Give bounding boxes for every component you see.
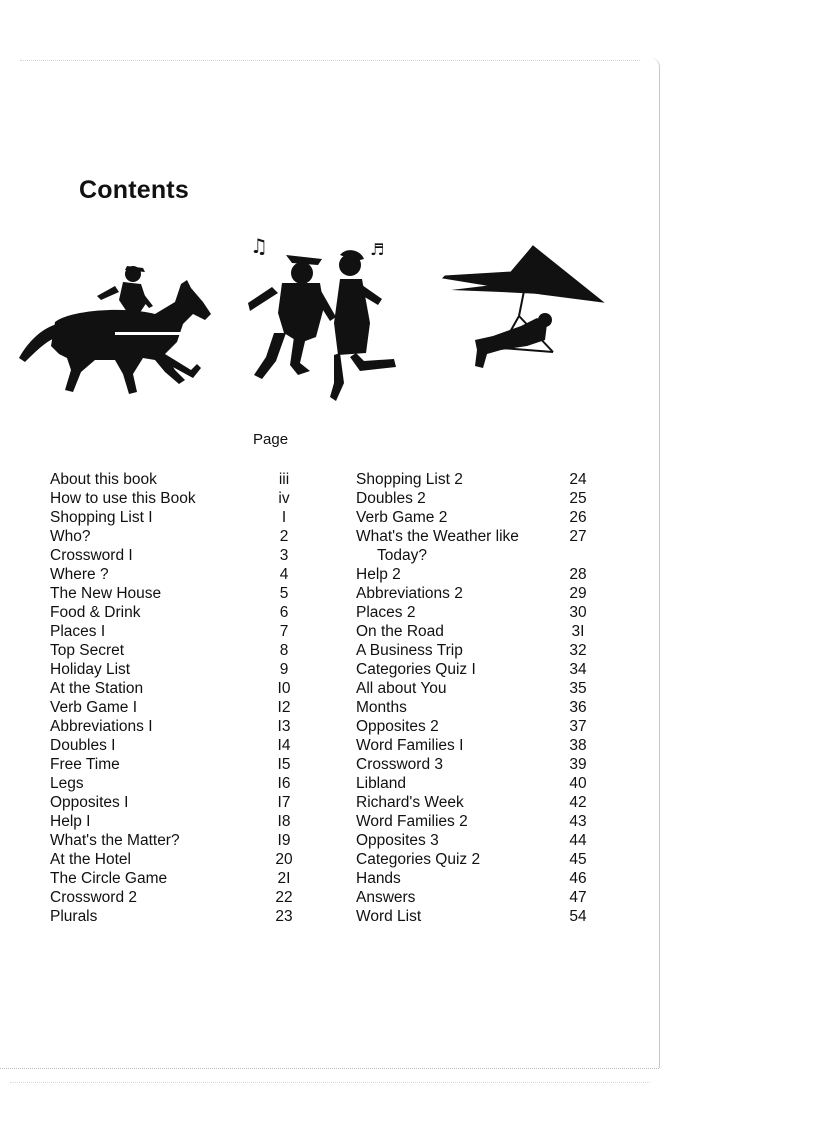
toc-row[interactable] — [356, 565, 587, 584]
toc-entry-title: At the Station — [50, 680, 144, 697]
toc-entry-title: Abbreviations 2 — [356, 585, 463, 602]
toc-row[interactable] — [50, 489, 290, 508]
toc-row[interactable] — [356, 698, 587, 717]
toc-entry-page: 26 — [569, 509, 587, 526]
toc-row[interactable] — [356, 489, 587, 508]
toc-row[interactable] — [356, 527, 587, 565]
toc-entry-page: 42 — [569, 794, 587, 811]
toc-row[interactable] — [50, 755, 291, 774]
toc-row[interactable] — [356, 774, 587, 793]
toc-entry-title: How to use this Book — [50, 490, 196, 507]
toc-entry-page: 24 — [569, 471, 587, 488]
toc-entry-title: Doubles I — [50, 737, 116, 754]
toc-entry-page: I7 — [277, 794, 291, 811]
toc-entry-title: Months — [356, 699, 407, 716]
toc-entry-page: 9 — [279, 661, 289, 678]
toc-row[interactable] — [50, 470, 290, 489]
toc-entry-title: Abbreviations I — [50, 718, 153, 735]
toc-row[interactable] — [50, 831, 291, 850]
toc-entry-title: Free Time — [50, 756, 120, 773]
toc-row[interactable] — [356, 869, 587, 888]
toc-entry-title: All about You — [356, 680, 447, 697]
toc-entry-page: 38 — [569, 737, 587, 754]
toc-row[interactable] — [356, 717, 587, 736]
toc-entry-title: Who? — [50, 528, 91, 545]
toc-entry-title: Food & Drink — [50, 604, 141, 621]
toc-entry-title: Plurals — [50, 908, 98, 925]
toc-entry-page: I4 — [277, 737, 291, 754]
toc-entry-title: Opposites 3 — [356, 832, 439, 849]
toc-row[interactable] — [356, 907, 587, 926]
toc-row[interactable] — [50, 565, 289, 584]
toc-row[interactable] — [356, 622, 585, 641]
toc-entry-title: Holiday List — [50, 661, 131, 678]
toc-entry-page: 45 — [569, 851, 587, 868]
toc-entry-page: 44 — [569, 832, 587, 849]
toc-entry-page: I9 — [277, 832, 291, 849]
toc-entry-page: 30 — [569, 604, 587, 621]
toc-entry-title: Help 2 — [356, 566, 401, 583]
toc-entry-page: I5 — [277, 756, 291, 773]
toc-entry-title: The New House — [50, 585, 162, 602]
toc-entry-title: Word List — [356, 908, 422, 925]
toc-entry-title: What's the Matter? — [50, 832, 180, 849]
toc-row[interactable] — [50, 717, 291, 736]
toc-entry-page: 43 — [569, 813, 587, 830]
toc-right-column — [356, 470, 587, 926]
toc-entry-page: 35 — [569, 680, 587, 697]
toc-row[interactable] — [356, 812, 587, 831]
toc-entry-title: Verb Game 2 — [356, 509, 448, 526]
toc-row[interactable] — [50, 622, 289, 641]
toc-row[interactable] — [50, 508, 287, 527]
page-column-header: Page — [253, 431, 289, 448]
toc-entry-page: 37 — [569, 718, 587, 735]
toc-row[interactable] — [356, 793, 587, 812]
toc-row[interactable] — [50, 774, 291, 793]
toc-row[interactable] — [356, 831, 587, 850]
toc-entry-title: Opposites I — [50, 794, 129, 811]
hang-glider-illustration — [441, 244, 606, 379]
toc-entry-title: Libland — [356, 775, 406, 792]
toc-row[interactable] — [356, 679, 587, 698]
toc-entry-page: 5 — [279, 585, 289, 602]
toc-entry-page: 54 — [569, 908, 587, 925]
toc-entry-title: Categories Quiz I — [356, 661, 476, 678]
toc-entry-page: 46 — [569, 870, 587, 887]
toc-left-column — [50, 470, 293, 926]
toc-entry-title: A Business Trip — [356, 642, 463, 659]
toc-row[interactable] — [356, 603, 587, 622]
toc-entry-page: I8 — [277, 813, 291, 830]
toc-entry-title: Places I — [50, 623, 106, 640]
toc-entry-title: Shopping List 2 — [356, 471, 463, 488]
toc-entry-title-continuation: Today? — [377, 547, 427, 564]
toc-entry-title: Places 2 — [356, 604, 416, 621]
toc-entry-page: I6 — [277, 775, 291, 792]
toc-row[interactable] — [50, 584, 289, 603]
toc-row[interactable] — [50, 850, 293, 869]
toc-row[interactable] — [356, 508, 587, 527]
page-edge-bottom — [0, 1068, 659, 1069]
toc-row[interactable] — [50, 546, 289, 565]
toc-row[interactable] — [50, 603, 289, 622]
toc-entry-page: iv — [278, 490, 290, 507]
toc-entry-page: 47 — [569, 889, 587, 906]
toc-entry-page: 36 — [569, 699, 587, 716]
dancing-couple-illustration — [236, 233, 406, 403]
toc-row[interactable] — [356, 888, 587, 907]
toc-row[interactable] — [356, 584, 587, 603]
toc-entry-page: 40 — [569, 775, 587, 792]
toc-entry-title: At the Hotel — [50, 851, 131, 868]
toc-row[interactable] — [356, 850, 587, 869]
toc-row[interactable] — [50, 812, 291, 831]
toc-entry-page: 23 — [275, 908, 293, 925]
toc-entry-title: What's the Weather like — [356, 528, 519, 545]
toc-entry-page: 8 — [279, 642, 289, 659]
horse-rider-illustration — [15, 262, 215, 407]
toc-entry-page: I — [281, 509, 287, 526]
toc-row[interactable] — [50, 527, 289, 546]
toc-entry-title: Richard's Week — [356, 794, 464, 811]
toc-entry-page: 2 — [279, 528, 289, 545]
toc-entry-page: 7 — [279, 623, 289, 640]
toc-entry-title: Help I — [50, 813, 91, 830]
toc-entry-page: iii — [278, 471, 290, 488]
toc-entry-page: 6 — [279, 604, 289, 621]
toc-entry-page: 2I — [277, 870, 291, 887]
toc-entry-page: 4 — [279, 566, 289, 583]
toc-row[interactable] — [50, 907, 293, 926]
toc-row[interactable] — [356, 736, 587, 755]
toc-row[interactable] — [356, 755, 587, 774]
toc-entry-title: Doubles 2 — [356, 490, 426, 507]
toc-entry-page: 34 — [569, 661, 587, 678]
toc-entry-title: On the Road — [356, 623, 444, 640]
toc-entry-title: Word Families I — [356, 737, 464, 754]
toc-entry-page: 29 — [569, 585, 587, 602]
toc-entry-page: 39 — [569, 756, 587, 773]
toc-entry-page: 25 — [569, 490, 587, 507]
toc-entry-title: Shopping List I — [50, 509, 153, 526]
toc-entry-page: I2 — [277, 699, 291, 716]
toc-entry-page: 22 — [275, 889, 293, 906]
toc-row[interactable] — [50, 698, 291, 717]
toc-row[interactable] — [50, 736, 291, 755]
toc-entry-title: Categories Quiz 2 — [356, 851, 481, 868]
toc-entry-title: Answers — [356, 889, 416, 906]
svg-text:♫: ♫ — [250, 234, 268, 258]
toc-entry-page: 3 — [279, 547, 289, 564]
toc-entry-title: Opposites 2 — [356, 718, 439, 735]
scan-noise-bottom — [10, 1082, 650, 1083]
toc-row[interactable] — [50, 869, 291, 888]
toc-row[interactable] — [50, 793, 291, 812]
toc-entry-title: Crossword 2 — [50, 889, 137, 906]
toc-entry-page: 27 — [569, 528, 587, 545]
page-edge-right — [651, 58, 660, 1068]
toc-entry-page: 20 — [275, 851, 293, 868]
toc-row[interactable] — [50, 679, 291, 698]
toc-entry-title: Legs — [50, 775, 84, 792]
toc-row[interactable] — [50, 660, 289, 679]
toc-entry-page: I3 — [277, 718, 291, 735]
toc-entry-page: 32 — [569, 642, 587, 659]
toc-entry-title: The Circle Game — [50, 870, 168, 887]
toc-entry-title: Verb Game I — [50, 699, 138, 716]
toc-entry-page: 28 — [569, 566, 587, 583]
toc-row[interactable] — [356, 470, 587, 489]
toc-entry-title: Where ? — [50, 566, 109, 583]
toc-entry-title: Hands — [356, 870, 401, 887]
page-title: Contents — [79, 176, 189, 204]
svg-text:♬: ♬ — [370, 240, 385, 259]
toc-row[interactable] — [50, 641, 289, 660]
toc-row[interactable] — [50, 888, 293, 907]
toc-entry-page: 3I — [571, 623, 585, 640]
toc-row[interactable] — [356, 641, 587, 660]
toc-entry-title: Crossword I — [50, 547, 133, 564]
toc-entry-page: I0 — [277, 680, 291, 697]
toc-row[interactable] — [356, 660, 587, 679]
toc-entry-title: Top Secret — [50, 642, 125, 659]
toc-entry-title: Word Families 2 — [356, 813, 468, 830]
toc-entry-title: About this book — [50, 471, 157, 488]
scan-noise-top — [20, 60, 640, 61]
toc-entry-title: Crossword 3 — [356, 756, 443, 773]
